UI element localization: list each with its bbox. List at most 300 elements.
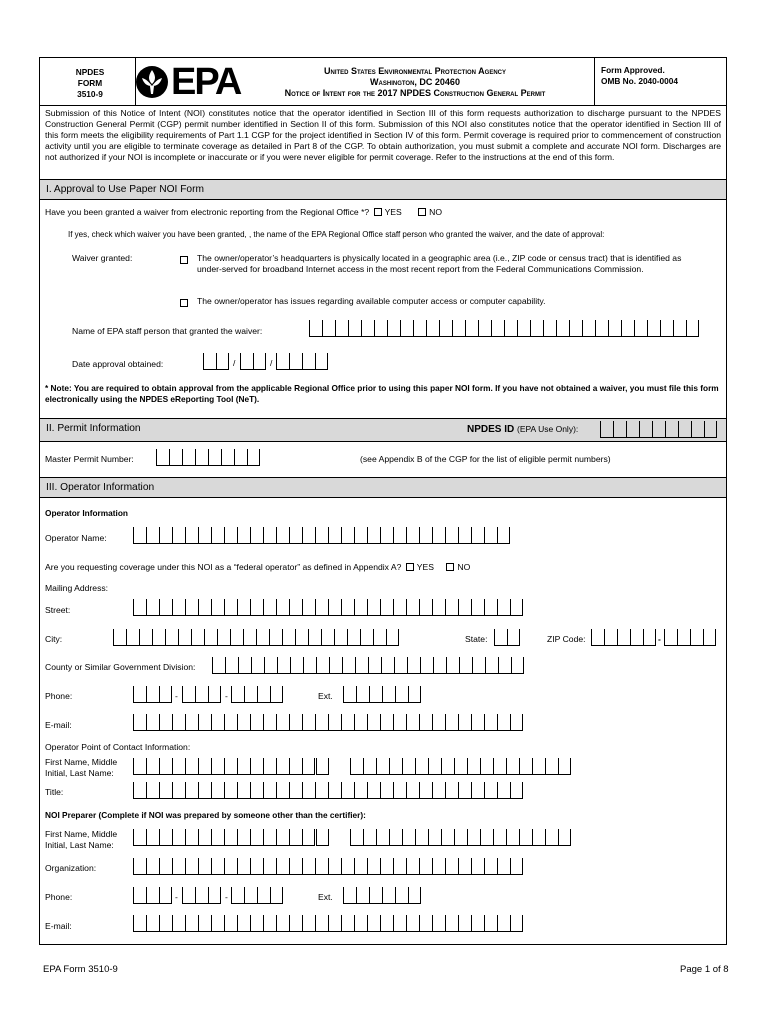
char-box[interactable] (569, 320, 582, 337)
char-box[interactable] (316, 657, 329, 674)
char-box[interactable] (276, 915, 289, 932)
char-box[interactable] (356, 887, 369, 904)
char-box[interactable] (269, 629, 282, 646)
char-box[interactable] (146, 915, 159, 932)
zip-boxes[interactable] (591, 629, 656, 646)
char-box[interactable] (270, 887, 283, 904)
char-box[interactable] (322, 320, 335, 337)
char-box[interactable] (315, 782, 328, 799)
char-box[interactable] (263, 915, 276, 932)
waiver-broadband-checkbox[interactable] (180, 256, 188, 264)
char-box[interactable] (328, 782, 341, 799)
char-box[interactable] (407, 657, 420, 674)
char-box[interactable] (328, 915, 341, 932)
char-box[interactable] (302, 714, 315, 731)
char-box[interactable] (382, 887, 395, 904)
char-box[interactable] (289, 782, 302, 799)
char-box[interactable] (224, 858, 237, 875)
char-box[interactable] (133, 758, 146, 775)
char-box[interactable] (497, 915, 510, 932)
char-box[interactable] (402, 829, 415, 846)
char-box[interactable] (328, 714, 341, 731)
char-box[interactable] (244, 887, 257, 904)
char-box[interactable] (315, 353, 328, 370)
char-box[interactable] (647, 320, 660, 337)
char-box[interactable] (185, 599, 198, 616)
char-box[interactable] (211, 915, 224, 932)
char-box[interactable] (250, 527, 263, 544)
char-box[interactable] (302, 527, 315, 544)
char-box[interactable] (506, 758, 519, 775)
char-box[interactable] (316, 758, 329, 775)
char-box[interactable] (507, 629, 520, 646)
char-box[interactable] (582, 320, 595, 337)
char-box[interactable] (380, 599, 393, 616)
char-box[interactable] (690, 629, 703, 646)
ext-boxes[interactable] (343, 686, 421, 703)
char-box[interactable] (316, 829, 329, 846)
char-box[interactable] (172, 829, 185, 846)
preparer-email-boxes[interactable] (133, 915, 523, 932)
char-box[interactable] (182, 686, 195, 703)
char-box[interactable] (263, 527, 276, 544)
char-box[interactable] (133, 686, 146, 703)
char-box[interactable] (630, 629, 643, 646)
char-box[interactable] (478, 320, 491, 337)
char-box[interactable] (159, 599, 172, 616)
char-box[interactable] (413, 320, 426, 337)
char-box[interactable] (224, 829, 237, 846)
federal-no-checkbox[interactable] (446, 563, 454, 571)
char-box[interactable] (217, 629, 230, 646)
char-box[interactable] (247, 449, 260, 466)
char-box[interactable] (182, 887, 195, 904)
char-box[interactable] (354, 915, 367, 932)
char-box[interactable] (224, 714, 237, 731)
char-box[interactable] (290, 657, 303, 674)
char-box[interactable] (133, 858, 146, 875)
char-box[interactable] (471, 915, 484, 932)
char-box[interactable] (133, 887, 146, 904)
char-box[interactable] (406, 599, 419, 616)
char-box[interactable] (454, 758, 467, 775)
char-box[interactable] (172, 915, 185, 932)
char-box[interactable] (532, 758, 545, 775)
char-box[interactable] (315, 714, 328, 731)
char-box[interactable] (203, 353, 216, 370)
char-box[interactable] (432, 915, 445, 932)
char-box[interactable] (510, 782, 523, 799)
char-box[interactable] (182, 449, 195, 466)
char-box[interactable] (146, 714, 159, 731)
char-box[interactable] (211, 527, 224, 544)
char-box[interactable] (703, 629, 716, 646)
char-box[interactable] (369, 686, 382, 703)
char-box[interactable] (172, 858, 185, 875)
char-box[interactable] (458, 599, 471, 616)
char-box[interactable] (244, 686, 257, 703)
char-box[interactable] (484, 782, 497, 799)
federal-yes-checkbox[interactable] (406, 563, 414, 571)
char-box[interactable] (506, 829, 519, 846)
char-box[interactable] (369, 887, 382, 904)
poc-first-boxes[interactable] (133, 758, 315, 775)
preparer-phone-prefix-boxes[interactable] (182, 887, 221, 904)
char-box[interactable] (133, 782, 146, 799)
char-box[interactable] (428, 829, 441, 846)
char-box[interactable] (355, 657, 368, 674)
char-box[interactable] (250, 758, 263, 775)
char-box[interactable] (240, 353, 253, 370)
char-box[interactable] (185, 915, 198, 932)
char-box[interactable] (263, 829, 276, 846)
char-box[interactable] (315, 858, 328, 875)
char-box[interactable] (545, 758, 558, 775)
char-box[interactable] (343, 686, 356, 703)
char-box[interactable] (263, 758, 276, 775)
poc-middle-boxes[interactable] (316, 758, 329, 775)
char-box[interactable] (198, 782, 211, 799)
char-box[interactable] (419, 599, 432, 616)
char-box[interactable] (406, 858, 419, 875)
char-box[interactable] (511, 657, 524, 674)
approval-day-boxes[interactable] (240, 353, 266, 370)
char-box[interactable] (510, 858, 523, 875)
char-box[interactable] (221, 449, 234, 466)
char-box[interactable] (321, 629, 334, 646)
char-box[interactable] (517, 320, 530, 337)
char-box[interactable] (270, 686, 283, 703)
char-box[interactable] (237, 758, 250, 775)
char-box[interactable] (234, 449, 247, 466)
char-box[interactable] (394, 657, 407, 674)
char-box[interactable] (276, 782, 289, 799)
char-box[interactable] (224, 758, 237, 775)
char-box[interactable] (302, 915, 315, 932)
char-box[interactable] (393, 915, 406, 932)
char-box[interactable] (446, 657, 459, 674)
char-box[interactable] (208, 686, 221, 703)
char-box[interactable] (419, 782, 432, 799)
waiver-no-checkbox[interactable] (418, 208, 426, 216)
char-box[interactable] (484, 527, 497, 544)
char-box[interactable] (471, 782, 484, 799)
waiver-computer-checkbox[interactable] (180, 299, 188, 307)
char-box[interactable] (634, 320, 647, 337)
preparer-phone-area-boxes[interactable] (133, 887, 172, 904)
char-box[interactable] (419, 915, 432, 932)
char-box[interactable] (195, 887, 208, 904)
char-box[interactable] (302, 782, 315, 799)
char-box[interactable] (368, 657, 381, 674)
char-box[interactable] (230, 629, 243, 646)
char-box[interactable] (159, 887, 172, 904)
char-box[interactable] (471, 527, 484, 544)
approval-month-boxes[interactable] (203, 353, 229, 370)
char-box[interactable] (302, 758, 315, 775)
char-box[interactable] (408, 686, 421, 703)
char-box[interactable] (367, 858, 380, 875)
char-box[interactable] (445, 714, 458, 731)
char-box[interactable] (493, 829, 506, 846)
master-permit-boxes[interactable] (156, 449, 260, 466)
char-box[interactable] (367, 782, 380, 799)
char-box[interactable] (617, 629, 630, 646)
poc-title-boxes[interactable] (133, 782, 523, 799)
char-box[interactable] (467, 829, 480, 846)
char-box[interactable] (198, 758, 211, 775)
char-box[interactable] (354, 858, 367, 875)
char-box[interactable] (159, 782, 172, 799)
char-box[interactable] (471, 858, 484, 875)
char-box[interactable] (380, 782, 393, 799)
char-box[interactable] (198, 829, 211, 846)
char-box[interactable] (415, 829, 428, 846)
char-box[interactable] (350, 758, 363, 775)
char-box[interactable] (341, 599, 354, 616)
char-box[interactable] (195, 686, 208, 703)
char-box[interactable] (382, 686, 395, 703)
char-box[interactable] (406, 527, 419, 544)
char-box[interactable] (445, 599, 458, 616)
char-box[interactable] (493, 758, 506, 775)
char-box[interactable] (315, 527, 328, 544)
char-box[interactable] (558, 829, 571, 846)
char-box[interactable] (406, 915, 419, 932)
char-box[interactable] (335, 320, 348, 337)
char-box[interactable] (308, 629, 321, 646)
char-box[interactable] (363, 829, 376, 846)
char-box[interactable] (519, 829, 532, 846)
char-box[interactable] (350, 829, 363, 846)
char-box[interactable] (471, 714, 484, 731)
char-box[interactable] (545, 829, 558, 846)
char-box[interactable] (465, 320, 478, 337)
char-box[interactable] (152, 629, 165, 646)
char-box[interactable] (389, 829, 402, 846)
char-box[interactable] (159, 858, 172, 875)
char-box[interactable] (445, 915, 458, 932)
char-box[interactable] (195, 449, 208, 466)
char-box[interactable] (454, 829, 467, 846)
char-box[interactable] (419, 714, 432, 731)
char-box[interactable] (146, 782, 159, 799)
char-box[interactable] (276, 353, 289, 370)
char-box[interactable] (277, 657, 290, 674)
char-box[interactable] (303, 657, 316, 674)
char-box[interactable] (133, 714, 146, 731)
char-box[interactable] (282, 629, 295, 646)
char-box[interactable] (376, 829, 389, 846)
char-box[interactable] (341, 915, 354, 932)
char-box[interactable] (302, 599, 315, 616)
char-box[interactable] (467, 758, 480, 775)
char-box[interactable] (289, 829, 302, 846)
char-box[interactable] (263, 858, 276, 875)
char-box[interactable] (172, 599, 185, 616)
char-box[interactable] (276, 829, 289, 846)
char-box[interactable] (361, 320, 374, 337)
char-box[interactable] (484, 599, 497, 616)
char-box[interactable] (480, 829, 493, 846)
char-box[interactable] (558, 758, 571, 775)
char-box[interactable] (198, 599, 211, 616)
char-box[interactable] (334, 629, 347, 646)
char-box[interactable] (497, 527, 510, 544)
char-box[interactable] (289, 758, 302, 775)
char-box[interactable] (393, 714, 406, 731)
preparer-middle-boxes[interactable] (316, 829, 329, 846)
char-box[interactable] (432, 782, 445, 799)
char-box[interactable] (250, 714, 263, 731)
char-box[interactable] (237, 915, 250, 932)
char-box[interactable] (159, 686, 172, 703)
preparer-last-boxes[interactable] (350, 829, 571, 846)
char-box[interactable] (677, 629, 690, 646)
char-box[interactable] (406, 714, 419, 731)
char-box[interactable] (341, 782, 354, 799)
char-box[interactable] (133, 599, 146, 616)
char-box[interactable] (393, 782, 406, 799)
char-box[interactable] (289, 527, 302, 544)
char-box[interactable] (126, 629, 139, 646)
char-box[interactable] (428, 758, 441, 775)
char-box[interactable] (289, 353, 302, 370)
char-box[interactable] (497, 599, 510, 616)
char-box[interactable] (224, 915, 237, 932)
char-box[interactable] (315, 599, 328, 616)
char-box[interactable] (402, 758, 415, 775)
char-box[interactable] (224, 782, 237, 799)
char-box[interactable] (328, 527, 341, 544)
char-box[interactable] (208, 887, 221, 904)
char-box[interactable] (393, 858, 406, 875)
phone-prefix-boxes[interactable] (182, 686, 221, 703)
char-box[interactable] (387, 320, 400, 337)
char-box[interactable] (231, 686, 244, 703)
char-box[interactable] (146, 599, 159, 616)
poc-last-boxes[interactable] (350, 758, 571, 775)
char-box[interactable] (504, 320, 517, 337)
char-box[interactable] (159, 714, 172, 731)
char-box[interactable] (510, 714, 523, 731)
char-box[interactable] (276, 858, 289, 875)
char-box[interactable] (251, 657, 264, 674)
char-box[interactable] (343, 887, 356, 904)
char-box[interactable] (250, 915, 263, 932)
char-box[interactable] (395, 686, 408, 703)
char-box[interactable] (315, 915, 328, 932)
staff-name-boxes[interactable] (309, 320, 699, 337)
char-box[interactable] (159, 829, 172, 846)
char-box[interactable] (250, 782, 263, 799)
char-box[interactable] (146, 527, 159, 544)
char-box[interactable] (432, 714, 445, 731)
char-box[interactable] (497, 782, 510, 799)
char-box[interactable] (208, 449, 221, 466)
char-box[interactable] (484, 714, 497, 731)
char-box[interactable] (342, 657, 355, 674)
char-box[interactable] (211, 714, 224, 731)
char-box[interactable] (216, 353, 229, 370)
char-box[interactable] (395, 887, 408, 904)
char-box[interactable] (556, 320, 569, 337)
char-box[interactable] (198, 915, 211, 932)
char-box[interactable] (211, 829, 224, 846)
char-box[interactable] (289, 599, 302, 616)
char-box[interactable] (276, 758, 289, 775)
char-box[interactable] (543, 320, 556, 337)
char-box[interactable] (406, 782, 419, 799)
char-box[interactable] (139, 629, 152, 646)
char-box[interactable] (329, 657, 342, 674)
char-box[interactable] (156, 449, 169, 466)
char-box[interactable] (367, 915, 380, 932)
char-box[interactable] (480, 758, 493, 775)
char-box[interactable] (591, 629, 604, 646)
char-box[interactable] (432, 599, 445, 616)
char-box[interactable] (133, 829, 146, 846)
char-box[interactable] (224, 527, 237, 544)
char-box[interactable] (276, 714, 289, 731)
char-box[interactable] (380, 858, 393, 875)
county-boxes[interactable] (212, 657, 524, 674)
char-box[interactable] (172, 758, 185, 775)
char-box[interactable] (458, 714, 471, 731)
char-box[interactable] (237, 782, 250, 799)
char-box[interactable] (472, 657, 485, 674)
char-box[interactable] (211, 599, 224, 616)
char-box[interactable] (185, 829, 198, 846)
char-box[interactable] (445, 527, 458, 544)
char-box[interactable] (673, 320, 686, 337)
char-box[interactable] (341, 527, 354, 544)
char-box[interactable] (256, 629, 269, 646)
preparer-ext-boxes[interactable] (343, 887, 421, 904)
char-box[interactable] (191, 629, 204, 646)
char-box[interactable] (604, 629, 617, 646)
char-box[interactable] (380, 915, 393, 932)
char-box[interactable] (356, 686, 369, 703)
char-box[interactable] (621, 320, 634, 337)
char-box[interactable] (354, 599, 367, 616)
char-box[interactable] (146, 758, 159, 775)
char-box[interactable] (211, 782, 224, 799)
char-box[interactable] (519, 758, 532, 775)
char-box[interactable] (225, 657, 238, 674)
char-box[interactable] (276, 599, 289, 616)
char-box[interactable] (608, 320, 621, 337)
char-box[interactable] (257, 686, 270, 703)
char-box[interactable] (250, 829, 263, 846)
char-box[interactable] (497, 858, 510, 875)
char-box[interactable] (253, 353, 266, 370)
char-box[interactable] (159, 527, 172, 544)
zip-ext-boxes[interactable] (664, 629, 716, 646)
char-box[interactable] (415, 758, 428, 775)
char-box[interactable] (439, 320, 452, 337)
char-box[interactable] (432, 527, 445, 544)
char-box[interactable] (263, 714, 276, 731)
char-box[interactable] (237, 829, 250, 846)
char-box[interactable] (231, 887, 244, 904)
char-box[interactable] (185, 527, 198, 544)
char-box[interactable] (211, 758, 224, 775)
char-box[interactable] (328, 858, 341, 875)
char-box[interactable] (264, 657, 277, 674)
char-box[interactable] (458, 527, 471, 544)
char-box[interactable] (419, 858, 432, 875)
